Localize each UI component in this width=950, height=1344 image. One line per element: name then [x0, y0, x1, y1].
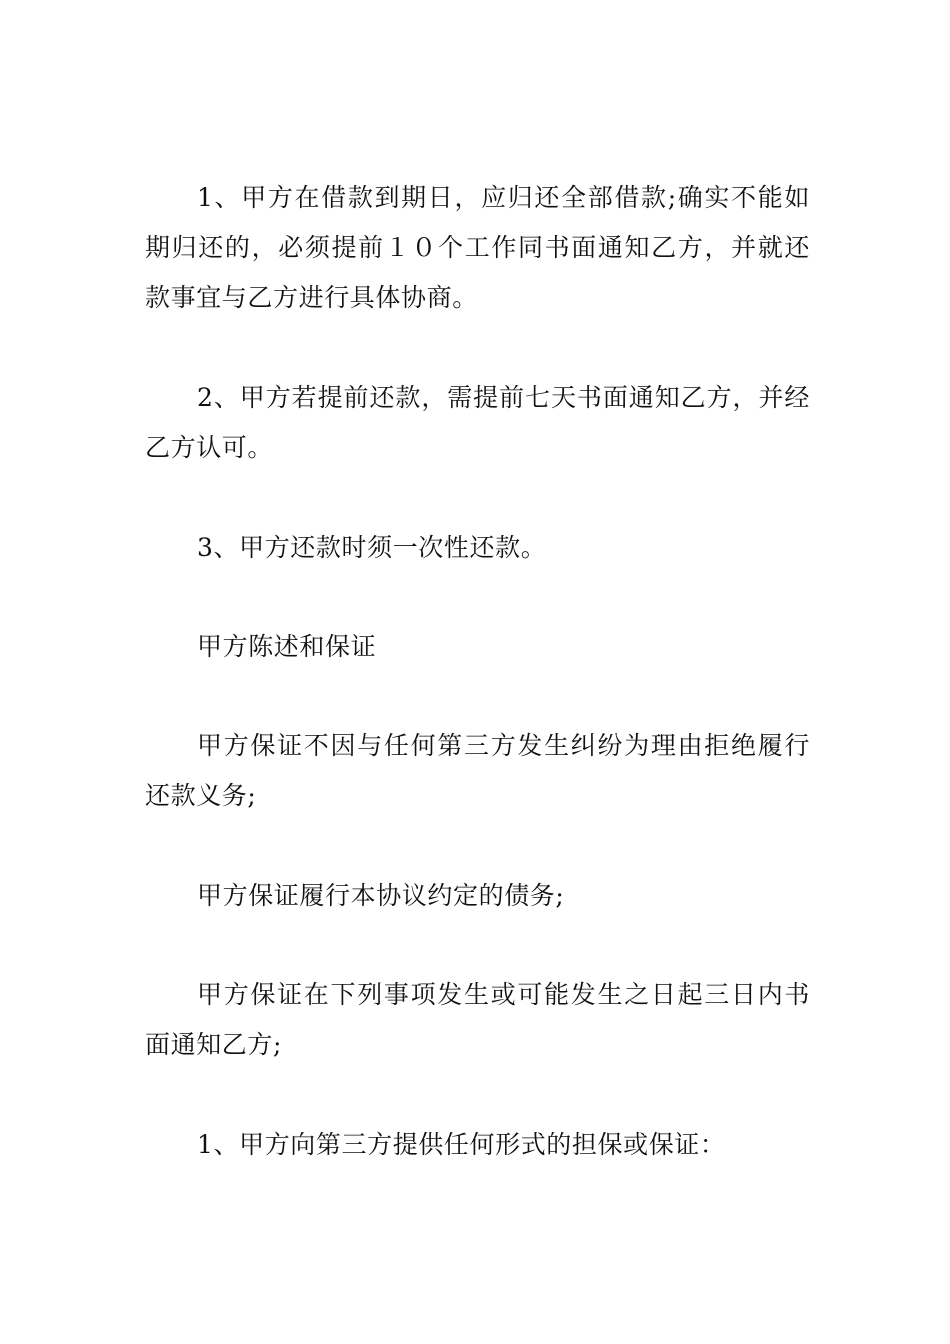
paragraph-no-dispute: 甲方保证不因与任何第三方发生纠纷为理由拒绝履行还款义务;	[145, 731, 810, 810]
paragraph-repayment-due: 1、甲方在借款到期日，应归还全部借款;确实不能如期归还的，必须提前１０个工作同书面通知乙方，并就还款事宜与乙方进行具体协商。	[145, 183, 810, 312]
paragraph-early-repayment: 2、甲方若提前还款，需提前七天书面通知乙方，并经乙方认可。	[145, 383, 810, 462]
paragraph-fulfill-debt: 甲方保证履行本协议约定的债务;	[197, 881, 565, 910]
paragraph-notify: 甲方保证在下列事项发生或可能发生之日起三日内书面通知乙方;	[145, 980, 810, 1059]
paragraph-lump-sum: 3、甲方还款时须一次性还款。	[197, 533, 547, 562]
section-heading: 甲方陈述和保证	[197, 632, 377, 661]
list-item: 1、甲方向第三方提供任何形式的担保或保证：	[197, 1130, 726, 1159]
